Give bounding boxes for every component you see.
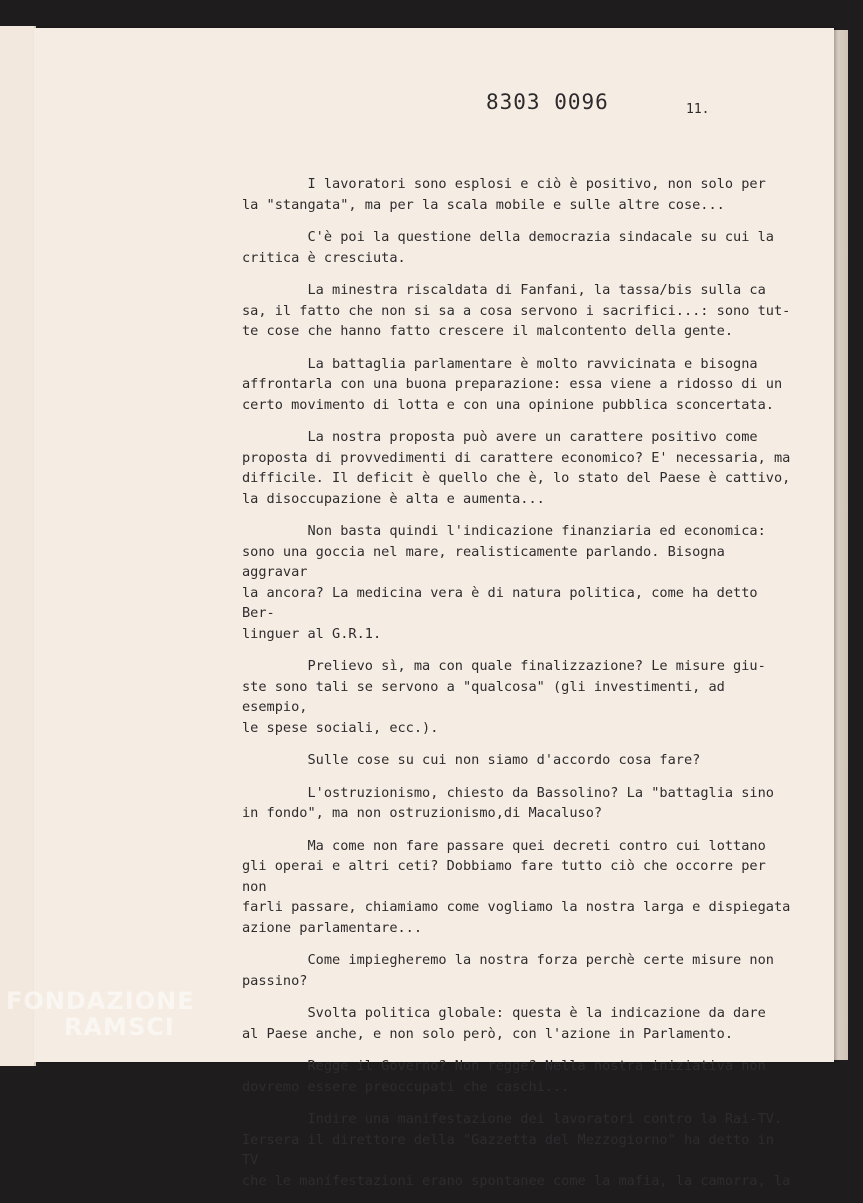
paragraph: L'ostruzionismo, chiesto da Bassolino? La "battaglia sino in fondo", ma non ostruzionismo,di Macaluso? [242,784,774,821]
paragraph: Non basta quindi l'indicazione finanziaria ed economica: sono una goccia nel mare, realisticamente parlando. Bisogna aggravar la ancora? La medicina vera è di natura politica, come ha detto Ber- linguer al G.R.1. [242,523,766,642]
paragraph: Regge il Governo? Non regge? Nella nostra iniziativa non dovremo essere preoccupati che caschi... [242,1058,766,1095]
fondazione-gramsci-watermark [6,988,195,1040]
left-page-edge [0,26,36,1066]
archive-code: 8303 0096 [486,90,609,114]
watermark-line-2: RAMSCI [64,1013,175,1041]
page-number: 11. [686,102,710,117]
paragraph: La minestra riscaldata di Fanfani, la tassa/bis sulla ca sa, il fatto che non si sa a cosa servono i sacrifici...: sono tut- te cose che hanno fatto crescere il malcontento della gente. [242,282,791,339]
paragraph: Indire una manifestazione dei lavoratori contro la Rai-TV. Iersera il direttore della "Gazzetta del Mezzogiorno" ha detto in TV che le manifestazioni erano spontanee come la mafia, la camorra, la [242,1111,791,1189]
paragraph: Ma come non fare passare quei decreti contro cui lottano gli operai e altri ceti? Dobbiamo fare tutto ciò che occorre per non farli passare, chiamiamo come vogliamo la nostra larga e dispiegata azione parlamentare... [242,837,791,936]
paragraph: Come impiegheremo la nostra forza perchè certe misure non passino? [242,952,774,989]
paragraph: I lavoratori sono esplosi e ciò è positivo, non solo per la "stangata", ma per la scala mobile e sulle altre cose... [242,176,766,213]
paragraph: La battaglia parlamentare è molto ravvicinata e bisogna affrontarla con una buona preparazione: essa viene a ridosso di un certo movimento di lotta e con una opinione pubblica sconcertata. [242,355,783,413]
paragraph: Svolta politica globale: questa è la indicazione da dare al Paese anche, e non solo però, con l'azione in Parlamento. [242,1005,766,1042]
paragraph: C'è poi la questione della democrazia sindacale su cui la critica è cresciuta. [242,229,774,266]
paragraph: Prelievo sì, ma con quale finalizzazione? Le misure giu- ste sono tali se servono a "qualcosa" (gli investimenti, ad esempio, le spese sociali, ecc.). [242,658,766,736]
watermark-line-1: FONDAZIONE [6,987,195,1015]
body-text [242,174,792,1203]
paragraph: La nostra proposta può avere un carattere positivo come proposta di provvedimenti di carattere economico? E' necessaria, ma difficile. Il deficit è quello che è, lo stato del Paese è cattivo, la disoccupazione è alta e aumenta... [242,429,791,507]
paragraph: Sulle cose su cui non siamo d'accordo cosa fare? [242,752,701,768]
